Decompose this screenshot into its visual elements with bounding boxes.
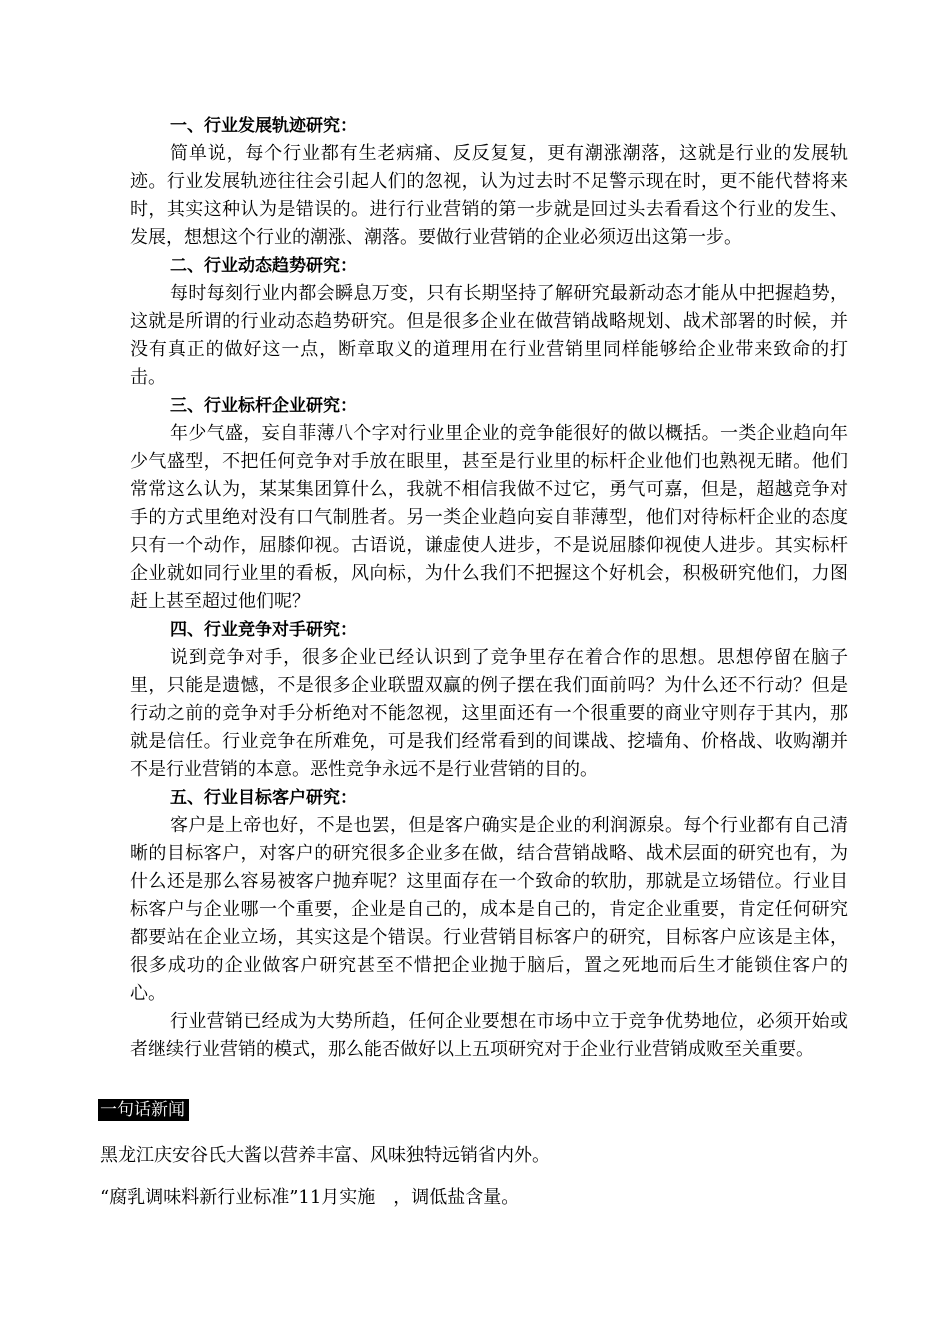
news-section-label: 一句话新闻 [98, 1099, 189, 1121]
conclusion-paragraph: 行业营销已经成为大势所趋，任何企业要想在市场中立于竞争优势地位，必须开始或者继续行业营销的模式，那么能否做好以上五项研究对于企业行业营销成败至关重要。 [130, 1011, 848, 1060]
section-paragraph-4: 说到竞争对手，很多企业已经认识到了竞争里存在着合作的思想。思想停留在脑子里，只能是遗憾，不是很多企业联盟双赢的例子摆在我们面前吗？为什么还不行动？但是行动之前的竞争对手分析绝对不能忽视，这里面还有一个很重要的商业守则存于其内，那就是信任。行业竞争在所难免，可是我们经常看到的间谍战、挖墙角、价格战、收购潮并不是行业营销的本意。恶性竞争永远不是行业营销的目的。 [130, 647, 848, 780]
section-heading-1: 一、行业发展轨迹研究： [170, 116, 357, 136]
article-body [130, 112, 848, 1064]
news-item: 黑龙江庆安谷氏大酱以营养丰富、风味独特远销省内外。 [100, 1145, 550, 1166]
section-heading-3: 三、行业标杆企业研究： [170, 396, 357, 416]
section-paragraph-1: 简单说，每个行业都有生老病痛、反反复复，更有潮涨潮落，这就是行业的发展轨迹。行业发展轨迹往往会引起人们的忽视，认为过去时不足警示现在时，更不能代替将来时，其实这种认为是错误的。进行行业营销的第一步就是回过头去看看这个行业的发生、发展，想想这个行业的潮涨、潮落。要做行业营销的企业必须迈出这第一步。 [130, 143, 848, 248]
section-paragraph-2: 每时每刻行业内都会瞬息万变，只有长期坚持了解研究最新动态才能从中把握趋势，这就是所谓的行业动态趋势研究。但是很多企业在做营销战略规划、战术部署的时候，并没有真正的做好这一点，断章取义的道理用在行业营销里同样能够给企业带来致命的打击。 [130, 283, 848, 388]
section-paragraph-3: 年少气盛，妄自菲薄八个字对行业里企业的竞争能很好的做以概括。一类企业趋向年少气盛型，不把任何竞争对手放在眼里，甚至是行业里的标杆企业他们也熟视无睹。他们常常这么认为，某某集团算什么，我就不相信我做不过它，勇气可嘉，但是，超越竞争对手的方式里绝对没有口气制胜者。另一类企业趋向妄自菲薄型，他们对待标杆企业的态度只有一个动作，屈膝仰视。古语说，谦虚使人进步，不是说屈膝仰视使人进步。其实标杆企业就如同行业里的看板，风向标，为什么我们不把握这个好机会，积极研究他们，力图赶上甚至超过他们呢？ [130, 423, 848, 612]
news-item: “腐乳调味料新行业标准”11月实施 ，调低盐含量。 [100, 1187, 520, 1208]
section-heading-5: 五、行业目标客户研究： [170, 788, 357, 808]
section-paragraph-5: 客户是上帝也好，不是也罢，但是客户确实是企业的利润源泉。每个行业都有自己清晰的目标客户，对客户的研究很多企业多在做，结合营销战略、战术层面的研究也有，为什么还是那么容易被客户抛弃呢？这里面存在一个致命的软肋，那就是立场错位。行业目标客户与企业哪一个重要，企业是自己的，成本是自己的，肯定企业重要，肯定任何研究都要站在企业立场，其实这是个错误。行业营销目标客户的研究，目标客户应该是主体，很多成功的企业做客户研究甚至不惜把企业抛于脑后，置之死地而后生才能锁住客户的心。 [130, 815, 848, 1004]
section-heading-4: 四、行业竞争对手研究： [170, 620, 357, 640]
section-heading-2: 二、行业动态趋势研究： [170, 256, 357, 276]
